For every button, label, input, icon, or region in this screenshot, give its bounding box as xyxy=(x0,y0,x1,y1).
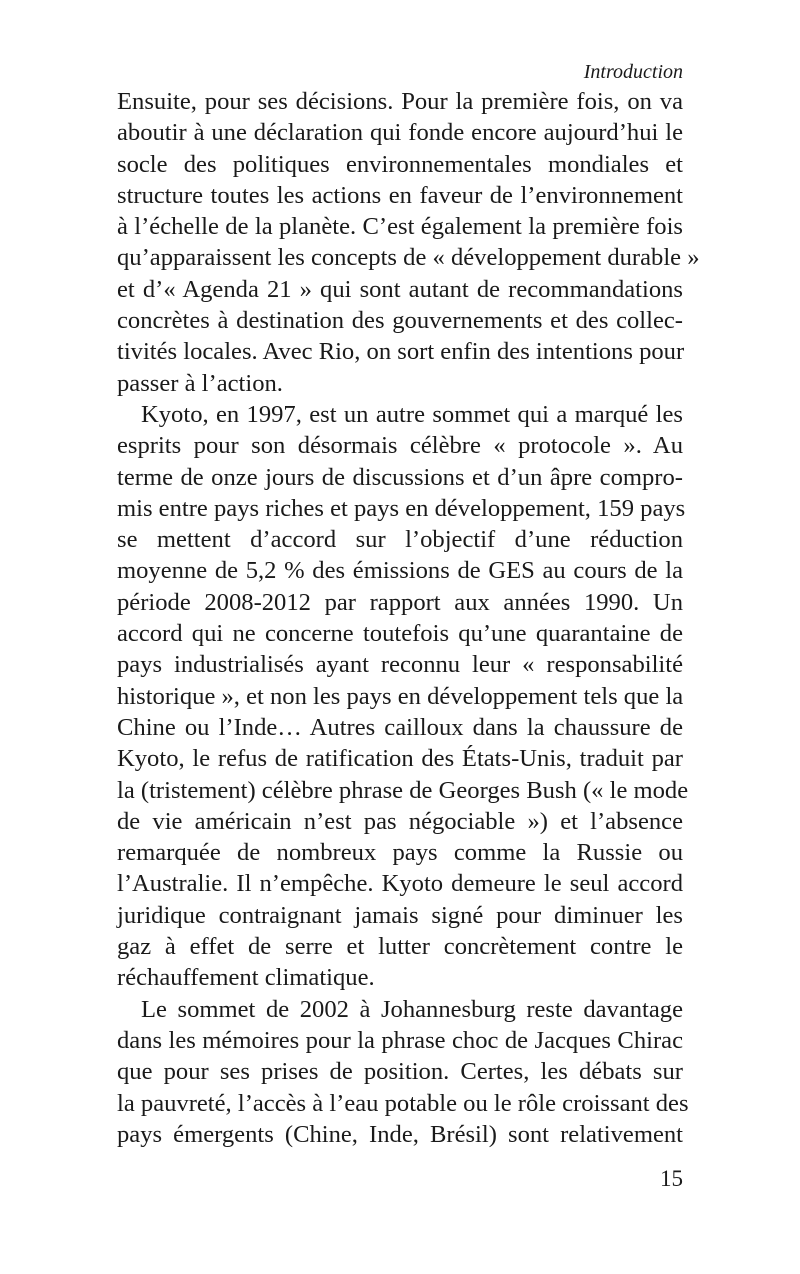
running-header: Introduction xyxy=(583,61,683,83)
text-line: réchauffement climatique. xyxy=(117,964,375,992)
text-line: qu’apparaissent les concepts de « développement durable » xyxy=(117,244,700,272)
body-text xyxy=(117,86,700,1150)
text-line: remarquée de nombreux pays comme la Russie ou xyxy=(117,839,683,867)
text-line: structure toutes les actions en faveur de l’environnement xyxy=(117,181,683,209)
text-line: l’Australie. Il n’empêche. Kyoto demeure le seul accord xyxy=(117,870,683,898)
text-line: se mettent d’accord sur l’objectif d’une réduction xyxy=(117,526,683,554)
text-line: accord qui ne concerne toutefois qu’une quarantaine de xyxy=(117,620,683,648)
text-line: esprits pour son désormais célèbre « protocole ». Au xyxy=(117,432,683,460)
text-line: à l’échelle de la planète. C’est également la première fois xyxy=(117,213,683,241)
text-line: Chine ou l’Inde… Autres cailloux dans la chaussure de xyxy=(117,713,683,741)
text-line: passer à l’action. xyxy=(117,369,283,397)
text-line: de vie américain n’est pas négociable ») et l’absence xyxy=(117,807,683,835)
text-line: aboutir à une déclaration qui fonde encore aujourd’hui le xyxy=(117,119,683,147)
text-line: moyenne de 5,2 % des émissions de GES au cours de la xyxy=(117,557,683,585)
text-line: dans les mémoires pour la phrase choc de Jacques Chirac xyxy=(117,1026,683,1054)
text-line: juridique contraignant jamais signé pour diminuer les xyxy=(117,901,683,929)
text-line: Le sommet de 2002 à Johannesburg reste davantage xyxy=(141,995,683,1023)
text-line: tivités locales. Avec Rio, on sort enfin des intentions pour xyxy=(117,338,685,366)
text-line: pays émergents (Chine, Inde, Brésil) sont relativement xyxy=(117,1120,683,1148)
text-line: concrètes à destination des gouvernements et des collec- xyxy=(117,307,683,335)
text-line: que pour ses prises de position. Certes, les débats sur xyxy=(117,1058,683,1086)
paragraph-3 xyxy=(117,994,689,1150)
page-number: 15 xyxy=(660,1166,683,1191)
text-line: historique », et non les pays en développement tels que la xyxy=(117,682,684,710)
text-line: la (tristement) célèbre phrase de Georges Bush (« le mode xyxy=(117,776,689,804)
text-line: gaz à effet de serre et lutter concrètement contre le xyxy=(117,933,683,961)
text-line: mis entre pays riches et pays en développement, 159 pays xyxy=(117,494,686,522)
text-line: période 2008-2012 par rapport aux années 1990. Un xyxy=(117,588,683,616)
text-line: Ensuite, pour ses décisions. Pour la première fois, on va xyxy=(117,88,683,115)
paragraph-1 xyxy=(117,86,700,399)
text-line: socle des politiques environnementales mondiales et xyxy=(117,150,683,178)
text-line: et d’« Agenda 21 » qui sont autant de recommandations xyxy=(117,275,683,303)
text-line: pays industrialisés ayant reconnu leur « responsabilité xyxy=(117,651,683,679)
text-line: Kyoto, le refus de ratification des États-Unis, traduit par xyxy=(117,745,683,773)
paragraph-2 xyxy=(117,399,689,994)
text-line: terme de onze jours de discussions et d’un âpre compro- xyxy=(117,463,683,491)
text-line: Kyoto, en 1997, est un autre sommet qui a marqué les xyxy=(141,400,683,428)
text-line: la pauvreté, l’accès à l’eau potable ou le rôle croissant des xyxy=(117,1089,689,1117)
